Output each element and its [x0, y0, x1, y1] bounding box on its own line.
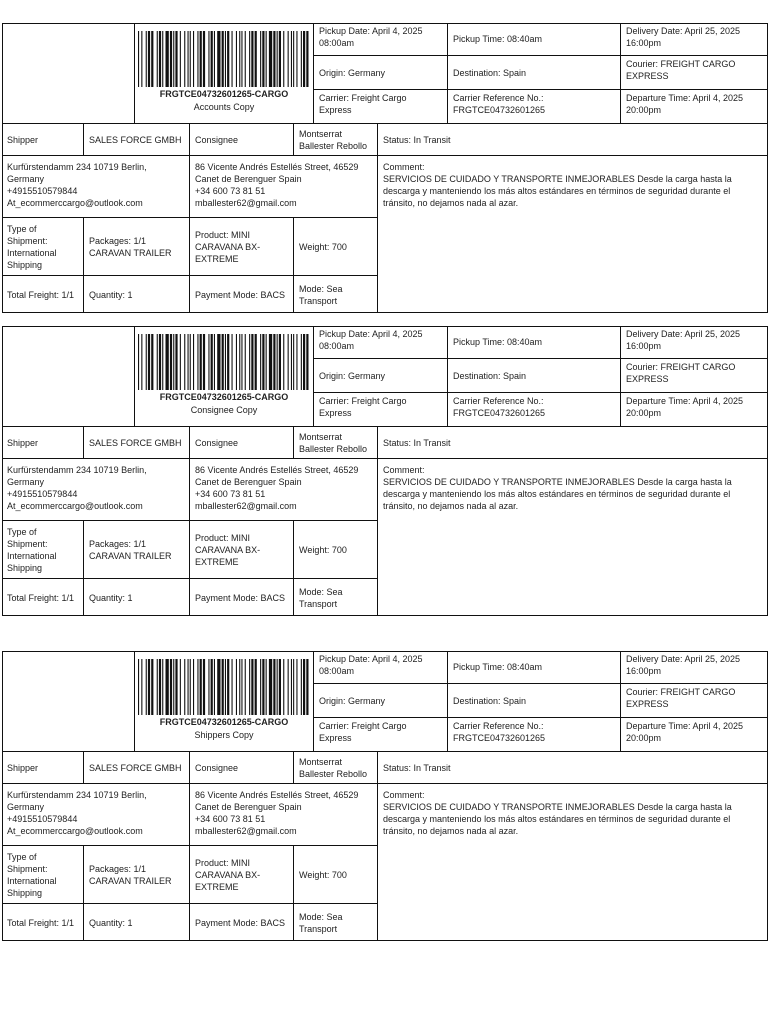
barcode-bar: [251, 334, 253, 390]
weight: Weight: 700: [294, 845, 378, 903]
barcode-bar: [241, 659, 242, 715]
comment-box: [378, 155, 768, 313]
carrier: Carrier: Freight Cargo Express: [314, 718, 448, 751]
type-of-shipment: Type of Shipment: International Shipping: [2, 217, 84, 275]
barcode-bar: [188, 31, 189, 87]
barcode-bar: [291, 659, 292, 715]
barcode-bar: [222, 334, 224, 390]
barcode-bar: [166, 31, 169, 87]
barcode-bar: [232, 659, 233, 715]
barcode-bar: [236, 31, 237, 87]
barcode-bar: [296, 659, 297, 715]
barcode-bar: [217, 659, 220, 715]
barcode-bar: [138, 31, 139, 87]
barcode-bar: [245, 334, 246, 390]
barcode-bar: [200, 31, 202, 87]
barcode-bar: [214, 31, 215, 87]
barcode-bar: [277, 659, 278, 715]
barcode-bar: [180, 659, 181, 715]
barcode-bar: [203, 334, 205, 390]
barcode-bar: [296, 334, 297, 390]
barcode-bar: [227, 31, 229, 87]
comment-label: Comment:: [383, 790, 425, 800]
shipper-label: Shipper: [2, 123, 84, 155]
barcode-bar: [266, 659, 267, 715]
departure-time: Departure Time: April 4, 2025 20:00pm: [626, 721, 744, 743]
barcode-bar: [227, 659, 229, 715]
barcode-bar: [193, 659, 194, 715]
barcode-bar: [197, 659, 198, 715]
barcode-bar: [283, 334, 284, 390]
product: Product: MINI CARAVANA BX- EXTREME: [190, 845, 294, 903]
delivery-date: Delivery Date: April 25, 2025 16:00pm: [621, 23, 768, 56]
pickup-date: Pickup Date: April 4, 2025 08:00am: [314, 326, 448, 359]
barcode-number: FRGTCE04732601265-CARGO: [159, 392, 289, 402]
barcode-image: [138, 31, 310, 87]
barcode-bar: [188, 334, 189, 390]
destination: Destination: Spain: [448, 56, 621, 90]
barcode-bar: [245, 31, 246, 87]
barcode-bar: [273, 334, 275, 390]
barcode-bar: [211, 659, 213, 715]
barcode-bar: [173, 659, 174, 715]
barcode-bar: [293, 334, 294, 390]
comment-text: SERVICIOS DE CUIDADO Y TRANSPORTE INMEJORABLES Desde la carga hasta la descarga y manteniendo los más altos estándares en términos de seguridad durante el tránsito, no dejamos nada al azar.: [383, 174, 732, 208]
barcode-bar: [162, 659, 163, 715]
quantity: Quantity: 1: [84, 903, 190, 941]
barcode-bar: [175, 334, 177, 390]
barcode-bar: [190, 31, 191, 87]
destination: Destination: Spain: [448, 359, 621, 393]
barcode-bar: [190, 659, 191, 715]
barcode-bar: [225, 334, 226, 390]
barcode-bar: [151, 659, 153, 715]
barcode-bar: [211, 31, 213, 87]
barcode-bar: [255, 334, 257, 390]
courier: Courier: FREIGHT CARGO EXPRESS: [621, 359, 768, 393]
barcode-bar: [260, 334, 261, 390]
packages: Packages: 1/1 CARAVAN TRAILER: [84, 217, 190, 275]
barcode-bar: [303, 334, 305, 390]
barcode-bar: [141, 334, 142, 390]
barcode-bar: [279, 31, 281, 87]
barcode-bar: [159, 659, 161, 715]
barcode-bar: [249, 334, 250, 390]
barcode-bar: [251, 31, 253, 87]
copy-label: Consignee Copy: [190, 405, 258, 415]
payment-mode: Payment Mode: BACS: [190, 903, 294, 941]
barcode-bar: [166, 659, 169, 715]
consignee-label: Consignee: [190, 751, 294, 783]
barcode-bar: [291, 31, 292, 87]
barcode-bar: [283, 659, 284, 715]
barcode-bar: [173, 334, 174, 390]
barcode-bar: [255, 659, 257, 715]
barcode-bar: [170, 31, 172, 87]
pickup-time: Pickup Time: 08:40am: [448, 23, 621, 56]
barcode-bar: [236, 334, 237, 390]
status: Status: In Transit: [378, 751, 768, 783]
barcode-bar: [170, 659, 172, 715]
barcode-bar: [162, 31, 163, 87]
barcode-bar: [262, 334, 264, 390]
status: Status: In Transit: [378, 123, 768, 155]
barcode-bar: [277, 334, 278, 390]
consignee-label: Consignee: [190, 123, 294, 155]
barcode-bar: [306, 334, 308, 390]
comment-text: SERVICIOS DE CUIDADO Y TRANSPORTE INMEJORABLES Desde la carga hasta la descarga y manteniendo los más altos estándares en términos de seguridad durante el tránsito, no dejamos nada al azar.: [383, 477, 732, 511]
barcode-bar: [293, 659, 294, 715]
comment-box: [378, 783, 768, 941]
barcode-bar: [146, 334, 147, 390]
delivery-date: Delivery Date: April 25, 2025 16:00pm: [621, 651, 768, 684]
shipper-label: Shipper: [2, 426, 84, 458]
barcode-bar: [170, 334, 172, 390]
barcode-bar: [141, 659, 142, 715]
departure-time: Departure Time: April 4, 2025 20:00pm: [626, 396, 744, 418]
barcode-image: [138, 334, 310, 390]
barcode-bar: [303, 31, 305, 87]
barcode-bar: [211, 334, 213, 390]
barcode-bar: [239, 334, 240, 390]
barcode-bar: [148, 334, 150, 390]
barcode-bar: [200, 334, 202, 390]
barcode-bar: [241, 334, 242, 390]
courier: Courier: FREIGHT CARGO EXPRESS: [621, 56, 768, 90]
barcode-bar: [260, 659, 261, 715]
consignee-label: Consignee: [190, 426, 294, 458]
barcode-bar: [255, 31, 257, 87]
barcode-bar: [148, 659, 150, 715]
barcode-bar: [157, 659, 158, 715]
barcode-bar: [227, 334, 229, 390]
barcode-bar: [203, 31, 205, 87]
carrier-reference: Carrier Reference No.: FRGTCE04732601265: [448, 718, 621, 751]
barcode-bar: [232, 31, 233, 87]
barcode-bar: [225, 31, 226, 87]
barcode-bar: [222, 659, 224, 715]
barcode-bar: [279, 334, 281, 390]
carrier-reference: Carrier Reference No.: FRGTCE04732601265: [448, 393, 621, 426]
barcode-bar: [266, 334, 267, 390]
barcode-bar: [138, 659, 139, 715]
barcode-bar: [190, 334, 191, 390]
barcode-bar: [288, 659, 289, 715]
destination: Destination: Spain: [448, 684, 621, 718]
payment-mode: Payment Mode: BACS: [190, 578, 294, 616]
barcode-bar: [273, 31, 275, 87]
shipper-name: SALES FORCE GMBH: [84, 751, 190, 783]
barcode-bar: [184, 659, 185, 715]
barcode-bar: [301, 659, 302, 715]
barcode-bar: [232, 334, 233, 390]
packages: Packages: 1/1 CARAVAN TRAILER: [84, 520, 190, 578]
barcode-bar: [277, 31, 278, 87]
barcode-bar: [162, 334, 163, 390]
barcode-bar: [175, 659, 177, 715]
shipper-label: Shipper: [2, 751, 84, 783]
barcode-bar: [269, 31, 272, 87]
barcode-bar: [288, 334, 289, 390]
barcode-bar: [141, 31, 142, 87]
barcode-bar: [260, 31, 261, 87]
barcode-image: [138, 659, 310, 715]
barcode-bar: [200, 659, 202, 715]
consignee-address: 86 Vicente Andrés Estellés Street, 46529 Canet de Berenguer Spain +34 600 73 81 51 mballester62@gmail.com: [190, 155, 378, 217]
barcode-bar: [208, 334, 209, 390]
carrier: Carrier: Freight Cargo Express: [314, 393, 448, 426]
barcode-bar: [225, 659, 226, 715]
barcode-number: FRGTCE04732601265-CARGO: [159, 717, 289, 727]
comment-label: Comment:: [383, 465, 425, 475]
transport-mode: Mode: Sea Transport: [294, 578, 378, 616]
courier: Courier: FREIGHT CARGO EXPRESS: [621, 684, 768, 718]
barcode-bar: [208, 31, 209, 87]
origin: Origin: Germany: [314, 56, 448, 90]
barcode-bar: [175, 31, 177, 87]
product: Product: MINI CARAVANA BX- EXTREME: [190, 520, 294, 578]
barcode-bar: [214, 334, 215, 390]
status: Status: In Transit: [378, 426, 768, 458]
consignee-address: 86 Vicente Andrés Estellés Street, 46529 Canet de Berenguer Spain +34 600 73 81 51 mballester62@gmail.com: [190, 458, 378, 520]
barcode-bar: [217, 334, 220, 390]
barcode-bar: [159, 334, 161, 390]
weight: Weight: 700: [294, 217, 378, 275]
barcode-bar: [208, 659, 209, 715]
barcode-bar: [148, 31, 150, 87]
weight: Weight: 700: [294, 520, 378, 578]
barcode-bar: [251, 659, 253, 715]
barcode-cell: [2, 23, 135, 123]
barcode-bar: [296, 31, 297, 87]
total-freight: Total Freight: 1/1: [2, 903, 84, 941]
barcode-bar: [303, 659, 305, 715]
barcode-cell: [2, 651, 135, 751]
comment-text: SERVICIOS DE CUIDADO Y TRANSPORTE INMEJORABLES Desde la carga hasta la descarga y manteniendo los más altos estándares en términos de seguridad durante el tránsito, no dejamos nada al azar.: [383, 802, 732, 836]
barcode-bar: [151, 334, 153, 390]
barcode-bar: [301, 334, 302, 390]
shipper-address: Kurfürstendamm 234 10719 Berlin, Germany +4915510579844 At_ecommerccargo@outlook.com: [2, 155, 190, 217]
product: Product: MINI CARAVANA BX- EXTREME: [190, 217, 294, 275]
barcode-bar: [217, 31, 220, 87]
barcode-bar: [197, 334, 198, 390]
barcode-bar: [184, 31, 185, 87]
barcode-bar: [269, 659, 272, 715]
barcode-bar: [166, 334, 169, 390]
barcode-bar: [245, 659, 246, 715]
pickup-time: Pickup Time: 08:40am: [448, 651, 621, 684]
payment-mode: Payment Mode: BACS: [190, 275, 294, 313]
barcode-bar: [214, 659, 215, 715]
barcode-bar: [193, 334, 194, 390]
barcode-bar: [306, 659, 308, 715]
pickup-date: Pickup Date: April 4, 2025 08:00am: [314, 23, 448, 56]
consignee-name: Montserrat Ballester Rebollo: [294, 751, 378, 783]
barcode-bar: [236, 659, 237, 715]
barcode-bar: [193, 31, 194, 87]
barcode-bar: [273, 659, 275, 715]
barcode-bar: [180, 334, 181, 390]
barcode-bar: [301, 31, 302, 87]
transport-mode: Mode: Sea Transport: [294, 275, 378, 313]
shipper-name: SALES FORCE GMBH: [84, 123, 190, 155]
barcode-bar: [288, 31, 289, 87]
barcode-cell: [2, 326, 135, 426]
carrier-reference: Carrier Reference No.: FRGTCE04732601265: [448, 90, 621, 123]
barcode-bar: [188, 659, 189, 715]
barcode-bar: [249, 659, 250, 715]
origin: Origin: Germany: [314, 359, 448, 393]
barcode-bar: [262, 31, 264, 87]
barcode-bar: [239, 659, 240, 715]
barcode-bar: [157, 31, 158, 87]
total-freight: Total Freight: 1/1: [2, 578, 84, 616]
consignee-name: Montserrat Ballester Rebollo: [294, 123, 378, 155]
barcode-bar: [279, 659, 281, 715]
comment-label: Comment:: [383, 162, 425, 172]
barcode-bar: [180, 31, 181, 87]
type-of-shipment: Type of Shipment: International Shipping: [2, 845, 84, 903]
barcode-bar: [203, 659, 205, 715]
pickup-date: Pickup Date: April 4, 2025 08:00am: [314, 651, 448, 684]
delivery-date: Delivery Date: April 25, 2025 16:00pm: [621, 326, 768, 359]
shipper-address: Kurfürstendamm 234 10719 Berlin, Germany +4915510579844 At_ecommerccargo@outlook.com: [2, 458, 190, 520]
barcode-bar: [241, 31, 242, 87]
barcode-bar: [151, 31, 153, 87]
quantity: Quantity: 1: [84, 578, 190, 616]
consignee-address: 86 Vicente Andrés Estellés Street, 46529 Canet de Berenguer Spain +34 600 73 81 51 mballester62@gmail.com: [190, 783, 378, 845]
barcode-bar: [249, 31, 250, 87]
shipper-name: SALES FORCE GMBH: [84, 426, 190, 458]
transport-mode: Mode: Sea Transport: [294, 903, 378, 941]
shipper-address: Kurfürstendamm 234 10719 Berlin, Germany +4915510579844 At_ecommerccargo@outlook.com: [2, 783, 190, 845]
barcode-bar: [269, 334, 272, 390]
copy-label: Shippers Copy: [194, 730, 254, 740]
total-freight: Total Freight: 1/1: [2, 275, 84, 313]
barcode-bar: [138, 334, 139, 390]
barcode-bar: [197, 31, 198, 87]
barcode-bar: [266, 31, 267, 87]
barcode-bar: [306, 31, 308, 87]
type-of-shipment: Type of Shipment: International Shipping: [2, 520, 84, 578]
barcode-bar: [291, 334, 292, 390]
barcode-bar: [157, 334, 158, 390]
copy-label: Accounts Copy: [193, 102, 255, 112]
packages: Packages: 1/1 CARAVAN TRAILER: [84, 845, 190, 903]
barcode-bar: [146, 659, 147, 715]
barcode-bar: [184, 334, 185, 390]
barcode-number: FRGTCE04732601265-CARGO: [159, 89, 289, 99]
barcode-bar: [146, 31, 147, 87]
barcode-bar: [293, 31, 294, 87]
barcode-bar: [283, 31, 284, 87]
carrier: Carrier: Freight Cargo Express: [314, 90, 448, 123]
barcode-bar: [239, 31, 240, 87]
barcode-bar: [262, 659, 264, 715]
barcode-bar: [173, 31, 174, 87]
comment-box: [378, 458, 768, 616]
barcode-bar: [159, 31, 161, 87]
barcode-bar: [222, 31, 224, 87]
quantity: Quantity: 1: [84, 275, 190, 313]
consignee-name: Montserrat Ballester Rebollo: [294, 426, 378, 458]
origin: Origin: Germany: [314, 684, 448, 718]
departure-time: Departure Time: April 4, 2025 20:00pm: [626, 93, 744, 115]
pickup-time: Pickup Time: 08:40am: [448, 326, 621, 359]
